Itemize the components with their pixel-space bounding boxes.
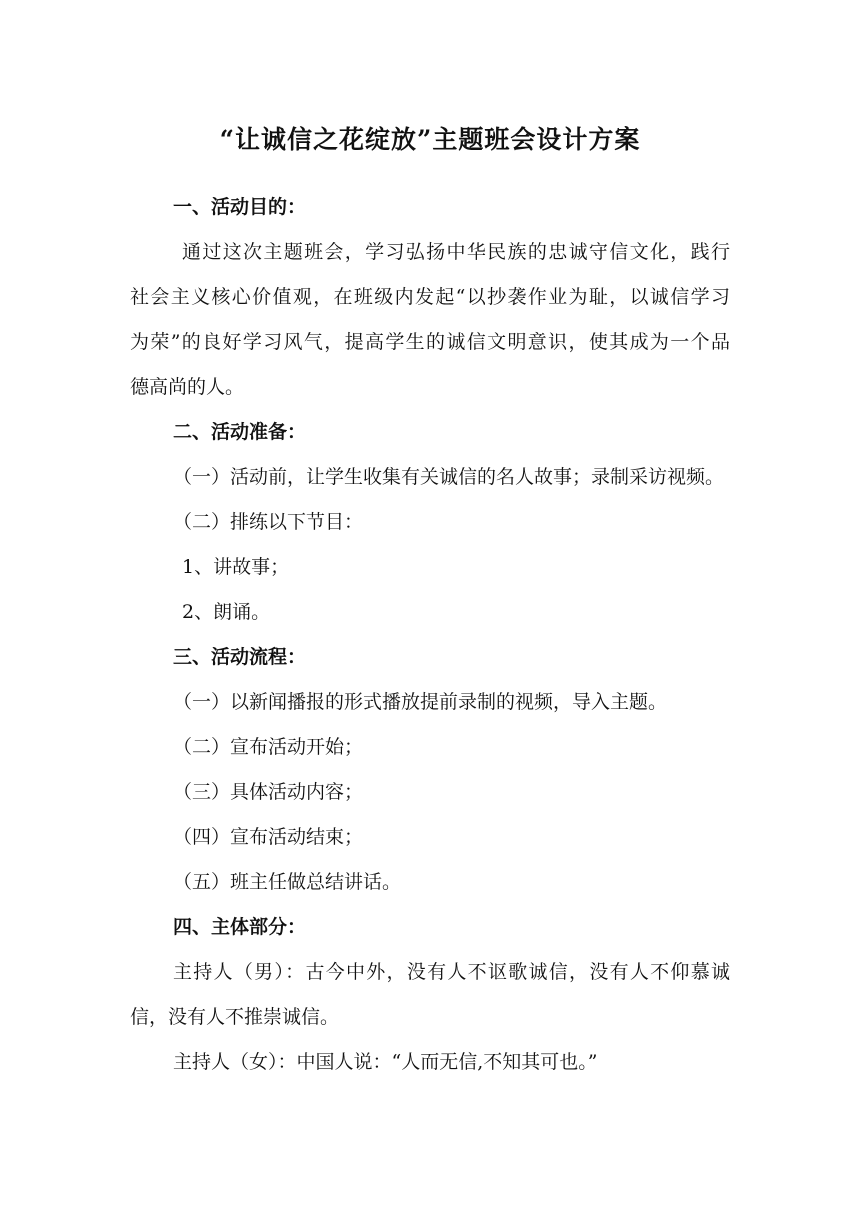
list-item: （一）以新闻播报的形式播放提前录制的视频，导入主题。 [173, 691, 668, 713]
list-item: 1、讲故事； [182, 556, 290, 578]
paragraph-line: 主持人（女）：中国人说：“人而无信,不知其可也。” [173, 1051, 598, 1073]
paragraph-line: 德高尚的人。 [130, 376, 245, 398]
list-item: （三）具体活动内容； [173, 781, 364, 803]
section-heading-purpose: 一、活动目的： [173, 196, 307, 218]
list-item: （二）宣布活动开始； [173, 736, 364, 758]
paragraph-line: 信，没有人不推崇诚信。 [130, 1006, 340, 1028]
paragraph-line: 为荣”的良好学习风气，提高学生的诚信文明意识，使其成为一个品 [130, 331, 730, 353]
list-item: （二）排练以下节目： [173, 511, 364, 533]
section-heading-main: 四、主体部分： [173, 916, 307, 938]
list-item: （四）宣布活动结束； [173, 826, 364, 848]
list-item: （五）班主任做总结讲话。 [173, 871, 402, 893]
paragraph-line: 社会主义核心价值观，在班级内发起“以抄袭作业为耻，以诚信学习 [130, 286, 730, 308]
section-heading-process: 三、活动流程： [173, 646, 307, 668]
paragraph-line: 主持人（男）：古今中外，没有人不讴歌诚信，没有人不仰慕诚 [173, 961, 730, 983]
section-heading-preparation: 二、活动准备： [173, 421, 307, 443]
document-title: “让诚信之花绽放”主题班会设计方案 [219, 125, 641, 154]
list-item: 2、朗诵。 [182, 601, 271, 623]
paragraph-line: 通过这次主题班会，学习弘扬中华民族的忠诚守信文化，践行 [182, 241, 730, 263]
list-item: （一）活动前，让学生收集有关诚信的名人故事；录制采访视频。 [173, 466, 725, 488]
